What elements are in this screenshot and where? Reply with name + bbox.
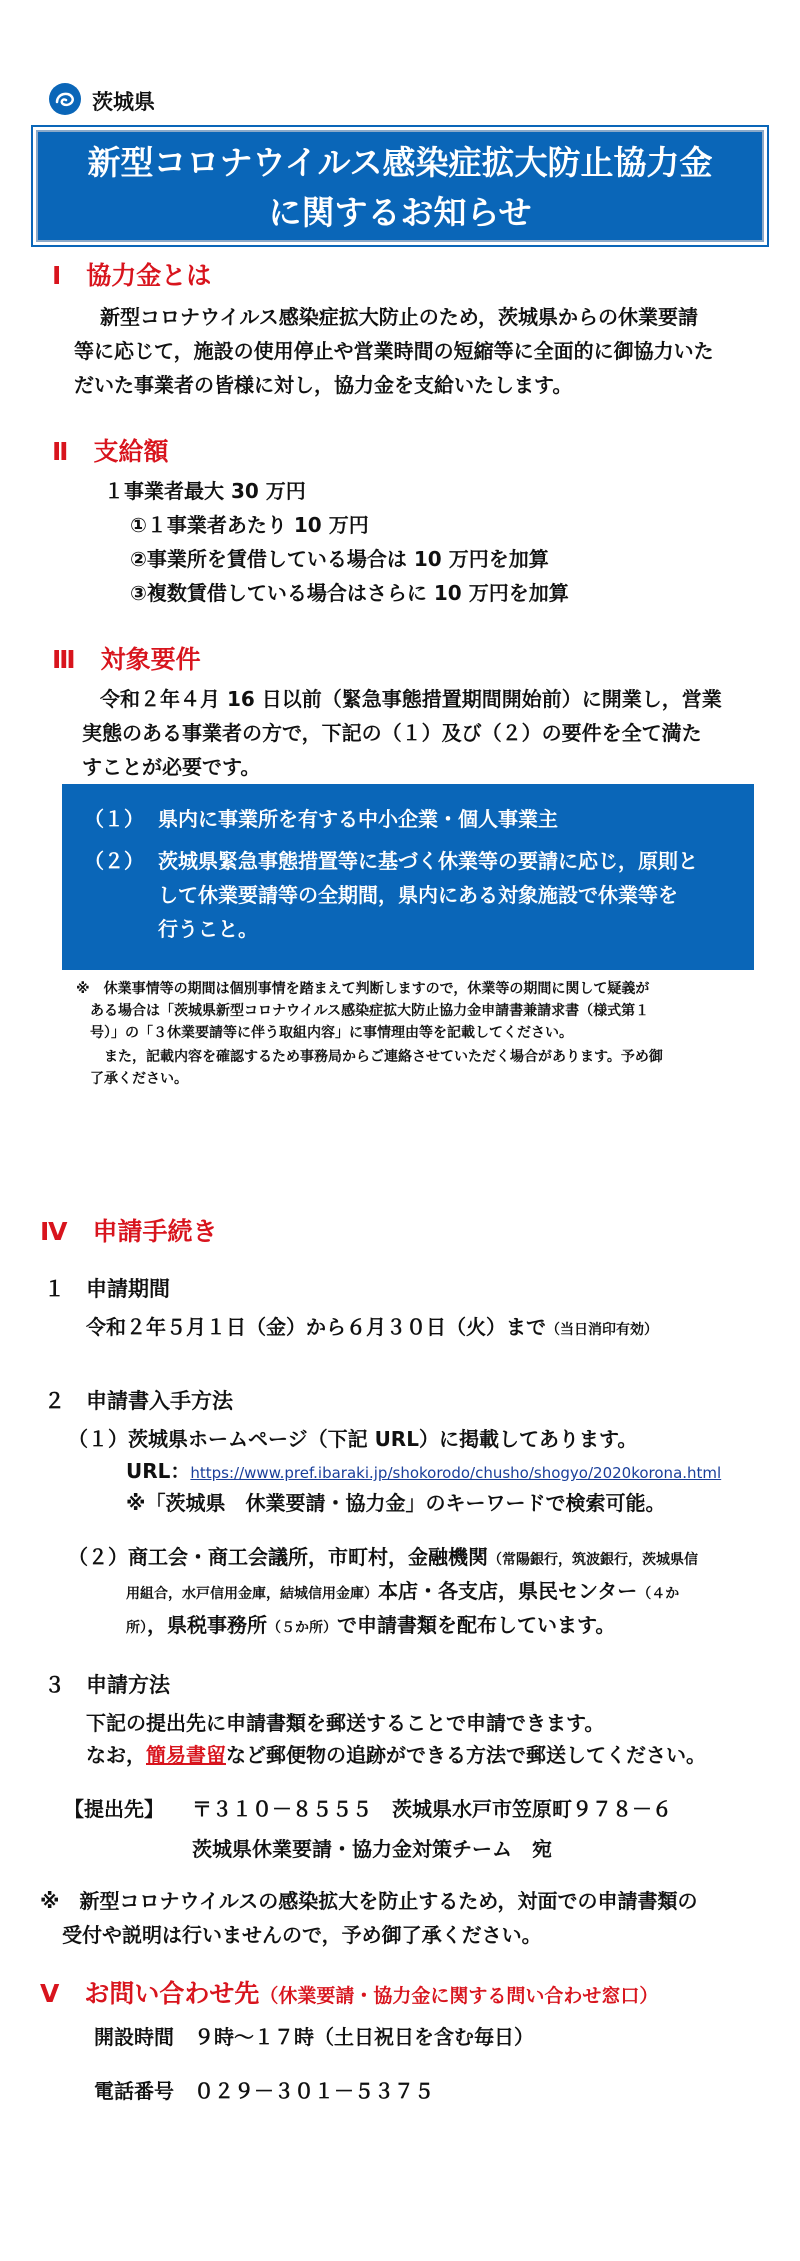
apply-line2	[86, 1738, 706, 1772]
bank-list-part2: 用組合，水戸信用金庫，結城信用金庫）	[126, 1586, 378, 1602]
url-label: URL：	[126, 1459, 191, 1483]
center-count-part1: （４か	[637, 1586, 680, 1602]
s4-period-text	[86, 1310, 658, 1347]
period-dates: 令和２年５月１日（金）から６月３０日（火）まで	[86, 1315, 546, 1339]
requirement-1	[84, 802, 736, 836]
contact-hours: 開設時間 ９時～１７時（土日祝日を含む毎日）	[94, 2025, 534, 2049]
section-5-heading	[40, 1974, 658, 2010]
s3-note-line3: 号）」の「３休業要請等に伴う取組内容」に事情理由等を記載してください。	[90, 1025, 573, 1041]
s3-note-line2: ある場合は「茨城県新型コロナウイルス感染症拡大防止協力金申請書兼請求書（様式第１	[90, 1003, 650, 1019]
s1-line3: だいた事業者の皆様に対し，協力金を支給いたします。	[74, 373, 573, 397]
requirement-2-line1: 茨城県緊急事態措置等に基づく休業等の要請に応じ，原則と	[158, 849, 698, 873]
section-3-heading: Ⅲ 対象要件	[52, 645, 201, 674]
s3-note-line4: また，記載内容を確認するため事務局からご連絡させていただく場合があります。予め御	[104, 1049, 663, 1065]
branches-centers: 本店・各支店，県民センター	[378, 1579, 638, 1603]
requirements-box	[62, 784, 754, 970]
requirement-1-number: （１）	[84, 807, 144, 831]
obtain-method-2-line3	[126, 1608, 615, 1645]
obtain-method-2-line2	[126, 1574, 679, 1611]
s1-line2: 等に応じて，施設の使用停止や営業時間の短縮等に全面的に御協力いた	[74, 339, 714, 363]
contact-phone: 電話番号 ０２９－３０１－５３７５	[94, 2079, 434, 2103]
requirement-2-line3: 行うこと。	[158, 917, 258, 941]
s4-apply-heading: ３ 申請方法	[44, 1673, 170, 1697]
obtain-method-1: （１）茨城県ホームページ（下記 URL）に掲載してあります。	[68, 1427, 638, 1451]
title-line2: に関するお知らせ	[268, 193, 532, 232]
homepage-link[interactable]: https://www.pref.ibaraki.jp/shokorodo/chusho/shogyo/2020korona.html	[190, 1464, 722, 1482]
s3-line2: 実態のある事業者の方で，下記の（１）及び（２）の要件を全て満た	[82, 721, 702, 745]
tax-office: ，県税事務所	[147, 1613, 267, 1637]
submit-address: 〒３１０－８５５５ 茨城県水戸市笠原町９７８－６	[192, 1797, 672, 1821]
s3-line3: すことが必要です。	[82, 755, 261, 779]
s2-item1: ①１事業者あたり 10 万円	[130, 513, 369, 537]
center-count-part2: 所）	[126, 1620, 147, 1636]
section-4-heading: Ⅳ 申請手続き	[40, 1217, 218, 1246]
url-line	[126, 1454, 721, 1490]
requirement-2	[84, 844, 736, 946]
requirement-2-line2: して休業要請等の全期間，県内にある対象施設で休業等を	[158, 883, 678, 907]
obtain-method-2-line1	[68, 1540, 698, 1577]
registered-mail-highlight: 簡易書留	[146, 1743, 226, 1767]
requirement-1-text: 県内に事業所を有する中小企業・個人事業主	[158, 807, 558, 831]
requirement-2-number: （２）	[84, 849, 144, 873]
submit-team: 茨城県休業要請・協力金対策チーム 宛	[192, 1837, 552, 1861]
period-postmark-note: （当日消印有効）	[546, 1322, 658, 1338]
title-line1: 新型コロナウイルス感染症拡大防止協力金	[87, 143, 713, 182]
s3-note-line5: 了承ください。	[90, 1071, 188, 1087]
requirement-2-text	[158, 844, 698, 946]
s2-max: １事業者最大 30 万円	[104, 479, 306, 503]
contact-subheading: （休業要請・協力金に関する問い合わせ窓口）	[259, 1985, 659, 2007]
s2-item3: ③複数賃借している場合はさらに 10 万円を加算	[130, 581, 569, 605]
apply-note-line2: 受付や説明は行いませんので，予め御了承ください。	[62, 1923, 542, 1947]
s1-line1: 新型コロナウイルス感染症拡大防止のため，茨城県からの休業要請	[100, 305, 698, 329]
page-title	[36, 130, 764, 242]
ibaraki-logo-icon	[48, 82, 82, 116]
apply-line2-start: なお，	[86, 1743, 146, 1767]
apply-note-line1: ※ 新型コロナウイルスの感染拡大を防止するため，対面での申請書類の	[40, 1889, 698, 1913]
s3-note-line1: ※ 休業事情等の期間は個別事情を踏まえて判断しますので，休業等の期間に関して疑義が	[76, 981, 650, 997]
distribution-text: で申請書類を配布しています。	[337, 1613, 616, 1637]
bank-list-part1: （常陽銀行，筑波銀行，茨城県信	[488, 1552, 698, 1568]
s4-period-heading: １ 申請期間	[44, 1277, 170, 1301]
apply-line2-end: など郵便物の追跡ができる方法で郵送してください。	[226, 1743, 706, 1767]
s4-obtain-heading: ２ 申請書入手方法	[44, 1389, 233, 1413]
tax-office-count: （５か所）	[267, 1620, 337, 1636]
s3-line1: 令和２年４月 16 日以前（緊急事態措置期間開始前）に開業し，営業	[100, 687, 722, 711]
s2-item2: ②事業所を賃借している場合は 10 万円を加算	[130, 547, 549, 571]
section-1-heading: Ⅰ 協力金とは	[52, 261, 212, 290]
apply-line1: 下記の提出先に申請書類を郵送することで申請できます。	[86, 1711, 605, 1735]
contact-heading: Ⅴ お問い合わせ先	[40, 1979, 260, 2008]
section-2-heading: Ⅱ 支給額	[52, 437, 169, 466]
prefecture-name: 茨城県	[92, 90, 155, 114]
obtain-method-2-places: （２）商工会・商工会議所，市町村，金融機関	[68, 1545, 488, 1569]
search-keyword-note: ※「茨城県 休業要請・協力金」のキーワードで検索可能。	[126, 1491, 666, 1515]
submit-label: 【提出先】	[64, 1797, 164, 1821]
